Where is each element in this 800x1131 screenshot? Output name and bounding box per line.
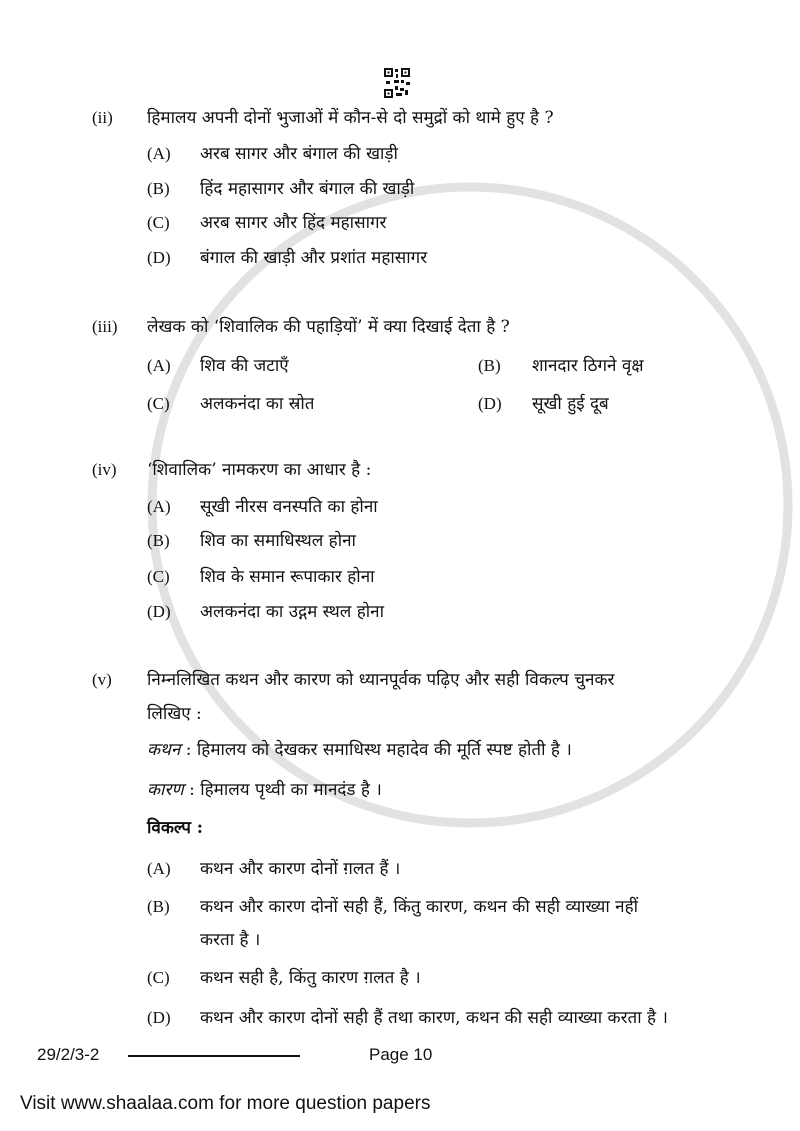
option-label: (B) <box>147 897 170 916</box>
question-text: निम्नलिखित कथन और कारण को ध्यानपूर्वक पढ़िए और सही विकल्प चुनकर <box>147 670 615 690</box>
option-text: बंगाल की खाड़ी और प्रशांत महासागर <box>200 248 428 268</box>
option-text: अलकनंदा का स्रोत <box>200 394 315 414</box>
option-text: अरब सागर और बंगाल की खाड़ी <box>200 144 398 164</box>
option-text: हिंद महासागर और बंगाल की खाड़ी <box>200 179 415 199</box>
option-text: सूखी नीरस वनस्पति का होना <box>200 497 378 517</box>
option-label: (A) <box>147 859 171 878</box>
question-text: हिमालय अपनी दोनों भुजाओं में कौन-से दो समुद्रों को थामे हुए है ? <box>147 108 554 128</box>
option-text: शिव की जटाएँ <box>200 356 289 376</box>
assertion-line <box>147 739 572 761</box>
option-text: कथन और कारण दोनों सही हैं, किंतु कारण, कथन की सही व्याख्या नहीं <box>200 897 639 917</box>
question-number: (ii) <box>92 108 113 127</box>
option-label: (C) <box>147 394 170 413</box>
question-number: (v) <box>92 670 112 689</box>
option-label: (C) <box>147 968 170 987</box>
option-label: (B) <box>147 531 170 550</box>
option-label: (A) <box>147 356 171 375</box>
option-label: (B) <box>478 356 501 375</box>
promo-text: Visit www.shaalaa.com for more question papers <box>20 1093 431 1114</box>
option-text: कथन और कारण दोनों ग़लत हैं । <box>200 859 401 879</box>
option-text: सूखी हुई दूब <box>532 394 609 414</box>
option-label: (D) <box>147 1008 171 1027</box>
option-label: (A) <box>147 144 171 163</box>
reason-label: कारण <box>147 780 184 800</box>
option-label: (C) <box>147 213 170 232</box>
qr-code-icon <box>384 68 410 98</box>
assertion-text: : हिमालय को देखकर समाधिस्थ महादेव की मूर्ति स्पष्ट होती है । <box>185 740 572 760</box>
option-text: कथन सही है, किंतु कारण ग़लत है । <box>200 968 421 988</box>
option-text: अरब सागर और हिंद महासागर <box>200 213 387 233</box>
question-text-continued: लिखिए : <box>147 704 202 724</box>
option-text-continued: करता है । <box>200 930 261 950</box>
option-label: (D) <box>478 394 502 413</box>
option-label: (A) <box>147 497 171 516</box>
option-label: (C) <box>147 567 170 586</box>
option-label: (D) <box>147 248 171 267</box>
paper-code: 29/2/3-2 <box>37 1045 100 1064</box>
reason-line <box>147 779 382 801</box>
assertion-label: कथन <box>147 740 181 760</box>
question-number: (iii) <box>92 317 118 336</box>
page-number: Page 10 <box>369 1045 433 1064</box>
reason-text: : हिमालय पृथ्वी का मानदंड है । <box>189 780 382 800</box>
option-text: शिव का समाधिस्थल होना <box>200 531 356 551</box>
option-label: (B) <box>147 179 170 198</box>
option-text: कथन और कारण दोनों सही हैं तथा कारण, कथन की सही व्याख्या करता है । <box>200 1008 668 1028</box>
question-text: ‘शिवालिक’ नामकरण का आधार है : <box>147 460 372 480</box>
option-text: शानदार ठिगने वृक्ष <box>532 356 644 376</box>
option-text: शिव के समान रूपाकार होना <box>200 567 375 587</box>
question-number: (iv) <box>92 460 117 479</box>
options-heading: विकल्प : <box>147 818 204 838</box>
footer-divider <box>128 1055 300 1057</box>
question-text: लेखक को ‘शिवालिक की पहाड़ियों’ में क्या दिखाई देता है ? <box>147 317 510 337</box>
option-label: (D) <box>147 602 171 621</box>
option-text: अलकनंदा का उद्गम स्थल होना <box>200 602 384 622</box>
